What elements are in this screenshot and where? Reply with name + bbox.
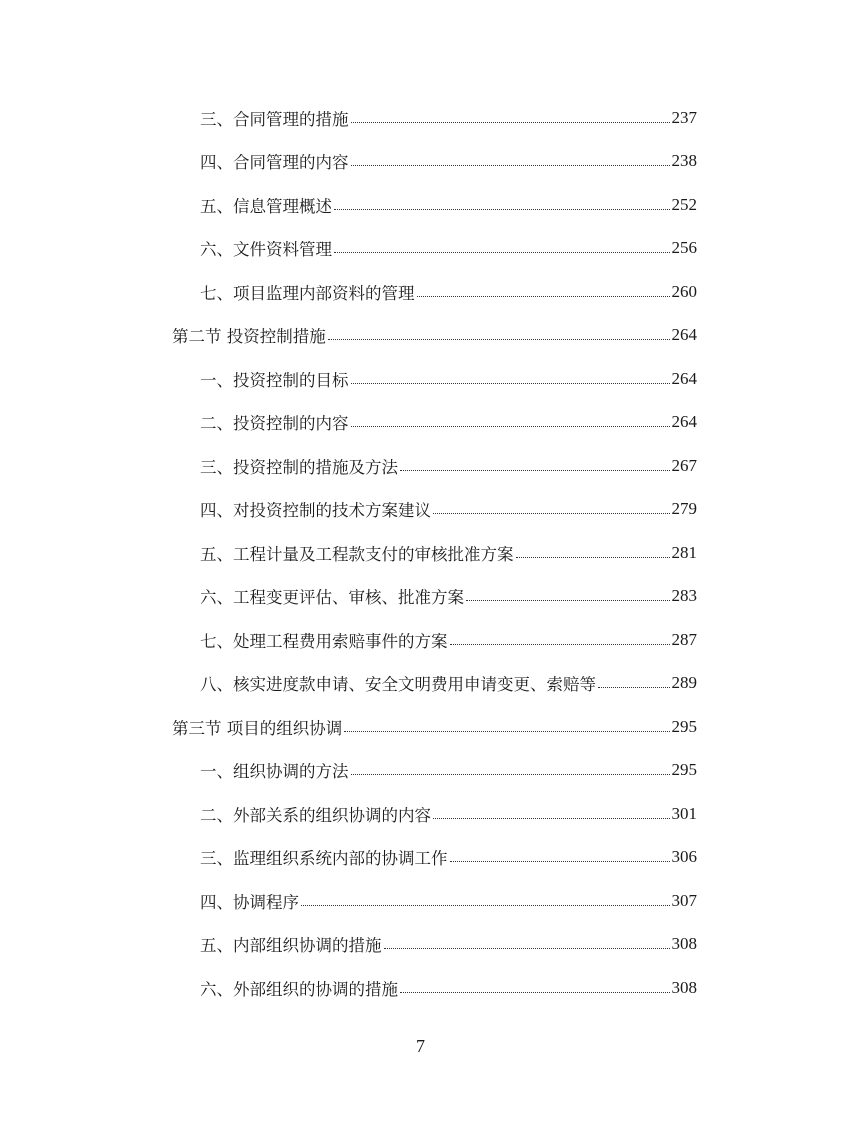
toc-entry-page: 264 xyxy=(671,412,697,432)
toc-dot-leader xyxy=(328,323,670,341)
toc-entry-page: 267 xyxy=(671,455,697,475)
toc-entry-label: 四、合同管理的内容 xyxy=(200,153,349,173)
toc-dot-leader xyxy=(433,801,670,819)
toc-entry-label: 四、对投资控制的技术方案建议 xyxy=(200,501,431,521)
toc-dot-leader xyxy=(598,671,670,689)
toc-entry-page: 295 xyxy=(671,760,697,780)
toc-entry-page: 283 xyxy=(671,586,697,606)
toc-entry[interactable] xyxy=(0,357,841,401)
toc-entry-page: 289 xyxy=(671,673,697,693)
toc-entry[interactable] xyxy=(0,270,841,314)
toc-entry-label: 一、投资控制的目标 xyxy=(200,370,349,390)
toc-entry[interactable] xyxy=(0,531,841,575)
toc-entry-label: 四、协调程序 xyxy=(200,892,299,912)
toc-dot-leader xyxy=(400,975,670,993)
toc-dot-leader xyxy=(301,888,670,906)
toc-entry[interactable] xyxy=(0,444,841,488)
toc-entry-page: 287 xyxy=(671,629,697,649)
toc-entry-page: 238 xyxy=(671,151,697,171)
toc-entry-page: 307 xyxy=(671,890,697,910)
toc-entry-label: 三、合同管理的措施 xyxy=(200,109,349,129)
toc-entry-page: 264 xyxy=(671,325,697,345)
toc-entry-page: 252 xyxy=(671,194,697,214)
toc-entry-label: 八、核实进度款申请、安全文明费用申请变更、索赔等 xyxy=(200,675,596,695)
toc-dot-leader xyxy=(334,192,670,210)
toc-entry[interactable] xyxy=(0,966,841,1010)
toc-entry-label: 七、项目监理内部资料的管理 xyxy=(200,283,415,303)
toc-entry[interactable] xyxy=(0,879,841,923)
toc-dot-leader xyxy=(433,497,670,515)
toc-entry[interactable] xyxy=(0,662,841,706)
toc-entry-page: 301 xyxy=(671,803,697,823)
toc-entry-page: 256 xyxy=(671,238,697,258)
toc-entry-page: 264 xyxy=(671,368,697,388)
toc-section-heading[interactable] xyxy=(0,314,841,358)
toc-entry[interactable] xyxy=(0,401,841,445)
toc-dot-leader xyxy=(351,149,670,167)
toc-entry-label: 七、处理工程费用索赔事件的方案 xyxy=(200,631,448,651)
toc-entry[interactable] xyxy=(0,140,841,184)
toc-entry-page: 260 xyxy=(671,281,697,301)
toc-entry-label: 第二节 投资控制措施 xyxy=(172,327,326,347)
toc-entry[interactable] xyxy=(0,575,841,619)
toc-entry[interactable] xyxy=(0,618,841,662)
toc-entry[interactable] xyxy=(0,183,841,227)
toc-entry-page: 279 xyxy=(671,499,697,519)
toc-entry-label: 六、外部组织的协调的措施 xyxy=(200,979,398,999)
toc-entry[interactable] xyxy=(0,923,841,967)
toc-entry-page: 308 xyxy=(671,977,697,997)
toc-entry[interactable] xyxy=(0,488,841,532)
toc-dot-leader xyxy=(384,932,670,950)
toc-entry-page: 306 xyxy=(671,847,697,867)
toc-entry[interactable] xyxy=(0,749,841,793)
toc-dot-leader xyxy=(516,540,670,558)
toc-entry-label: 第三节 项目的组织协调 xyxy=(172,718,343,738)
toc-dot-leader xyxy=(351,410,670,428)
toc-entry-page: 237 xyxy=(671,107,697,127)
toc-dot-leader xyxy=(334,236,670,254)
toc-dot-leader xyxy=(417,279,670,297)
toc-entry[interactable] xyxy=(0,96,841,140)
toc-entry-label: 二、投资控制的内容 xyxy=(200,414,349,434)
toc-dot-leader xyxy=(450,845,670,863)
toc-entry-label: 三、监理组织系统内部的协调工作 xyxy=(200,849,448,869)
toc-entry-page: 295 xyxy=(671,716,697,736)
toc-entry-label: 二、外部关系的组织协调的内容 xyxy=(200,805,431,825)
table-of-contents xyxy=(0,96,841,1010)
toc-entry[interactable] xyxy=(0,792,841,836)
toc-entry-label: 一、组织协调的方法 xyxy=(200,762,349,782)
toc-entry-label: 五、内部组织协调的措施 xyxy=(200,936,382,956)
toc-entry[interactable] xyxy=(0,836,841,880)
toc-entry-label: 六、文件资料管理 xyxy=(200,240,332,260)
toc-dot-leader xyxy=(351,366,670,384)
toc-dot-leader xyxy=(351,105,670,123)
toc-entry-label: 三、投资控制的措施及方法 xyxy=(200,457,398,477)
toc-dot-leader xyxy=(344,714,669,732)
toc-dot-leader xyxy=(351,758,670,776)
toc-entry-label: 五、工程计量及工程款支付的审核批准方案 xyxy=(200,544,514,564)
toc-entry-page: 281 xyxy=(671,542,697,562)
toc-entry[interactable] xyxy=(0,227,841,271)
toc-entry-page: 308 xyxy=(671,934,697,954)
toc-entry-label: 六、工程变更评估、审核、批准方案 xyxy=(200,588,464,608)
page-number: 7 xyxy=(416,1036,425,1056)
toc-dot-leader xyxy=(466,584,670,602)
toc-dot-leader xyxy=(400,453,670,471)
toc-dot-leader xyxy=(450,627,670,645)
toc-section-heading[interactable] xyxy=(0,705,841,749)
toc-entry-label: 五、信息管理概述 xyxy=(200,196,332,216)
